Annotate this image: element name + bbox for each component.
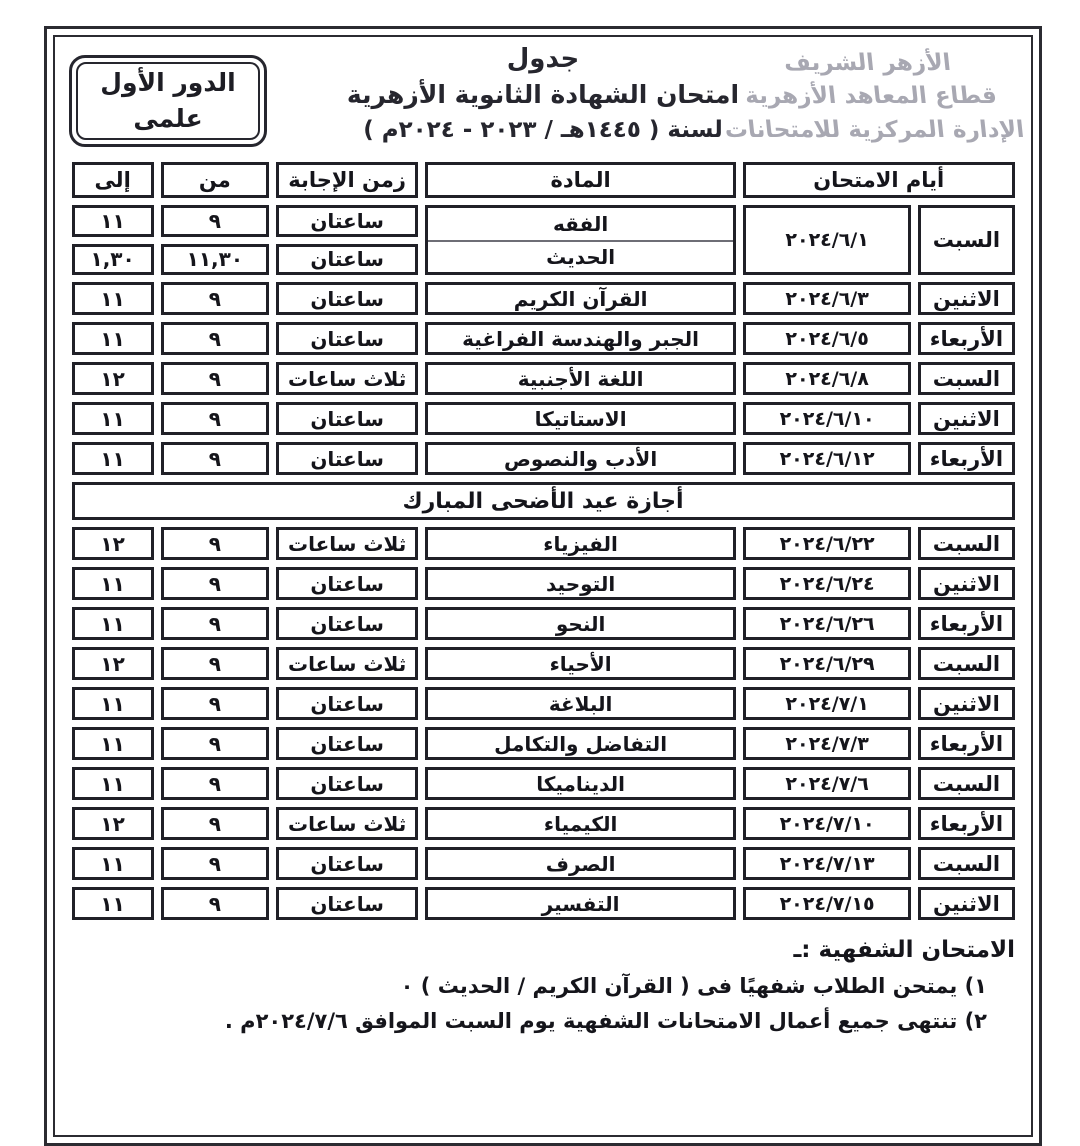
day-cell: الأربعاء: [918, 607, 1014, 640]
date-cell: ٢٠٢٤/٧/١٥: [743, 887, 911, 920]
date-cell: ٢٠٢٤/٧/١٣: [743, 847, 911, 880]
table-row: [72, 567, 1015, 600]
duration-cell: ساعتان: [276, 767, 418, 800]
date-cell: ٢٠٢٤/٦/١٠: [743, 402, 911, 435]
day-cell: الاثنين: [918, 887, 1014, 920]
page-frame-inner: [53, 35, 1033, 1137]
to-cell: ١١: [72, 887, 154, 920]
day-cell: الأربعاء: [918, 322, 1014, 355]
duration-cell: ساعتان: [276, 282, 418, 315]
day-cell: السبت: [918, 527, 1014, 560]
from-cell: ٩: [161, 527, 269, 560]
date-cell: ٢٠٢٤/٦/٥: [743, 322, 911, 355]
day-cell: الأربعاء: [918, 727, 1014, 760]
organization-mark: [716, 47, 1027, 147]
to-cell: ١١: [72, 727, 154, 760]
duration-cell: ثلاث ساعات: [276, 807, 418, 840]
to-cell: ١١: [72, 607, 154, 640]
to-cell: ١١: [72, 322, 154, 355]
to-cell: ١١: [72, 687, 154, 720]
table-row: [72, 402, 1015, 435]
date-cell: ٢٠٢٤/٦/٢٦: [743, 607, 911, 640]
org-line-2: قطاع المعاهد الأزهرية: [743, 83, 999, 110]
table-row: [72, 847, 1015, 880]
document-header: [55, 37, 1031, 155]
subject-cell: البلاغة: [425, 687, 736, 720]
title-line-1: جدول: [506, 44, 580, 74]
to-cell: ١٢: [72, 807, 154, 840]
from-cell: ٩: [161, 647, 269, 680]
to-cell: ١٢: [72, 527, 154, 560]
date-cell: ٢٠٢٤/٦/٨: [743, 362, 911, 395]
subject-cell: التوحيد: [425, 567, 736, 600]
date-cell: ٢٠٢٤/٧/٣: [743, 727, 911, 760]
subject-cell: الاستاتيكا: [425, 402, 736, 435]
table-row: [72, 362, 1015, 395]
table-row: [72, 607, 1015, 640]
to-cell: ١٢: [72, 647, 154, 680]
notes-heading: الامتحان الشفهية :ـ: [793, 937, 1015, 963]
date-cell: ٢٠٢٤/٦/٢٢: [743, 527, 911, 560]
date-cell: ٢٠٢٤/٧/١: [743, 687, 911, 720]
from-cell: ٩: [161, 767, 269, 800]
day-cell: الاثنين: [918, 687, 1014, 720]
table-row: [72, 767, 1015, 800]
from-cell: ٩: [161, 282, 269, 315]
from-cell: ٩: [161, 205, 269, 237]
holiday-row: [72, 482, 1015, 520]
from-cell: ٩: [161, 567, 269, 600]
duration-cell: ساعتان: [276, 887, 418, 920]
from-cell: ٩: [161, 362, 269, 395]
day-cell: السبت: [918, 847, 1014, 880]
header-subject: المادة: [425, 162, 736, 198]
to-cell: ١٢: [72, 362, 154, 395]
header-exam-days: أيام الامتحان: [743, 162, 1015, 198]
day-cell: السبت: [918, 647, 1014, 680]
date-cell: ٢٠٢٤/٦/١٢: [743, 442, 911, 475]
day-cell: الأربعاء: [918, 807, 1014, 840]
duration-cell: ساعتان: [276, 402, 418, 435]
day-cell: الاثنين: [918, 567, 1014, 600]
duration-cell: ساعتان: [276, 567, 418, 600]
to-cell: ١١: [72, 442, 154, 475]
to-cell: ١١: [72, 205, 154, 237]
subject-cell: التفسير: [425, 887, 736, 920]
title-line-2: امتحان الشهادة الثانوية الأزهرية: [346, 79, 740, 109]
table-row: [72, 442, 1015, 475]
subject-cell: النحو: [425, 607, 736, 640]
day-cell: الاثنين: [918, 402, 1014, 435]
date-cell: ٢٠٢٤/٦/٢٤: [743, 567, 911, 600]
table-row: [72, 807, 1015, 840]
table-row: [72, 205, 1015, 237]
day-cell: الاثنين: [918, 282, 1014, 315]
day-cell: السبت: [918, 767, 1014, 800]
from-cell: ٩: [161, 402, 269, 435]
from-cell: ٩: [161, 727, 269, 760]
duration-cell: ثلاث ساعات: [276, 362, 418, 395]
to-cell: ١١: [72, 282, 154, 315]
duration-cell: ساعتان: [276, 205, 418, 237]
from-cell: ٩: [161, 442, 269, 475]
subject-cell: الديناميكا: [425, 767, 736, 800]
duration-cell: ساعتان: [276, 442, 418, 475]
document-title: [343, 43, 743, 148]
duration-cell: ساعتان: [276, 727, 418, 760]
subject-cell: القرآن الكريم: [425, 282, 736, 315]
from-cell: ٩: [161, 887, 269, 920]
table-header-row: [72, 162, 1015, 198]
day-cell: السبت: [918, 205, 1014, 275]
from-cell: ٩: [161, 807, 269, 840]
from-cell: ٩: [161, 607, 269, 640]
duration-cell: ثلاث ساعات: [276, 527, 418, 560]
subject-cell: الجبر والهندسة الفراغية: [425, 322, 736, 355]
from-cell: ١١,٣٠: [161, 244, 269, 276]
date-cell: ٢٠٢٤/٦/٢٩: [743, 647, 911, 680]
title-line-3: لسنة ( ١٤٤٥هـ / ٢٠٢٣ - ٢٠٢٤م ): [363, 117, 723, 144]
to-cell: ١,٣٠: [72, 244, 154, 276]
holiday-label: أجازة عيد الأضحى المبارك: [72, 482, 1015, 520]
org-line-3: الإدارة المركزية للامتحانات: [723, 116, 1026, 143]
subject-cell: التفاضل والتكامل: [425, 727, 736, 760]
to-cell: ١١: [72, 767, 154, 800]
table-row: [72, 727, 1015, 760]
oral-exam-notes: [55, 927, 1031, 1033]
note-item-2: ٢) تنتهى جميع أعمال الامتحانات الشفهية يوم السبت الموافق ٢٠٢٤/٧/٦م .: [224, 1009, 987, 1033]
subject-cell: الكيمياء: [425, 807, 736, 840]
table-row: [72, 887, 1015, 920]
subject-cell: الفيزياء: [425, 527, 736, 560]
date-cell: ٢٠٢٤/٦/١: [743, 205, 911, 275]
duration-cell: ساعتان: [276, 847, 418, 880]
duration-cell: ساعتان: [276, 607, 418, 640]
table-row: [72, 322, 1015, 355]
header-to: إلى: [72, 162, 154, 198]
table-row: [72, 647, 1015, 680]
subject-cell: الفقه: [552, 212, 609, 236]
duration-cell: ساعتان: [276, 687, 418, 720]
date-cell: ٢٠٢٤/٧/٦: [743, 767, 911, 800]
table-row: [72, 687, 1015, 720]
from-cell: ٩: [161, 687, 269, 720]
note-item-1: ١) يمتحن الطلاب شفهيًا فى ( القرآن الكريم / الحديث ) ٠: [400, 974, 987, 998]
duration-cell: ثلاث ساعات: [276, 647, 418, 680]
exam-schedule-table: [65, 155, 1022, 927]
duration-cell: ساعتان: [276, 244, 418, 276]
page-frame: [44, 26, 1042, 1146]
header-from: من: [161, 162, 269, 198]
day-cell: الأربعاء: [918, 442, 1014, 475]
stamp-line-1: الدور الأول: [100, 67, 236, 97]
to-cell: ١١: [72, 847, 154, 880]
from-cell: ٩: [161, 847, 269, 880]
exam-round-stamp: [69, 55, 267, 147]
date-cell: ٢٠٢٤/٦/٣: [743, 282, 911, 315]
table-row: [72, 527, 1015, 560]
date-cell: ٢٠٢٤/٧/١٠: [743, 807, 911, 840]
table-zone: [55, 155, 1031, 927]
to-cell: ١١: [72, 567, 154, 600]
subject-cell: الأحياء: [425, 647, 736, 680]
subject-cell: الأدب والنصوص: [425, 442, 736, 475]
from-cell: ٩: [161, 322, 269, 355]
org-line-1: الأزهر الشريف: [782, 50, 953, 76]
duration-cell: ساعتان: [276, 322, 418, 355]
header-answer-time: زمن الإجابة: [276, 162, 418, 198]
subject-cell: اللغة الأجنبية: [425, 362, 736, 395]
subject-cell-split: [425, 205, 736, 275]
to-cell: ١١: [72, 402, 154, 435]
stamp-line-2: علمى: [133, 104, 203, 133]
day-cell: السبت: [918, 362, 1014, 395]
exam-round-stamp-inner: [76, 62, 260, 140]
subject-cell: الصرف: [425, 847, 736, 880]
subject-cell: الحديث: [428, 240, 733, 272]
table-row: [72, 282, 1015, 315]
